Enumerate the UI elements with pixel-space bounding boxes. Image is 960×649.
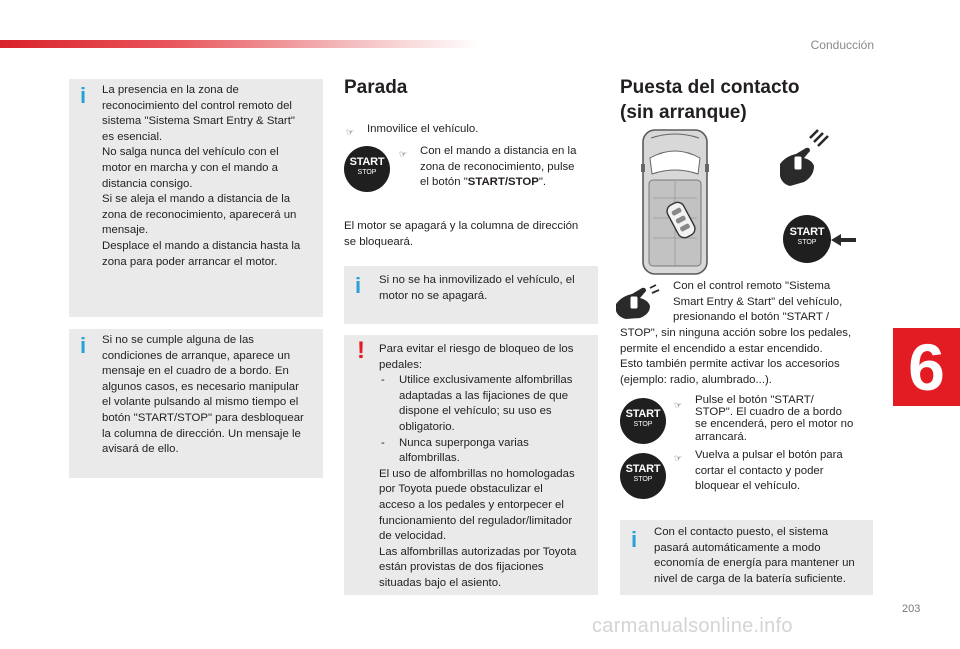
info-box-text: Con el contacto puesto, el sistema pasará automáticamente a modo economía de energía para mantener un nivel de carga de la batería suficiente. bbox=[654, 526, 855, 585]
info-box-start-conditions bbox=[69, 329, 323, 478]
heading-parada: Parada bbox=[344, 77, 408, 98]
info-box-energy-economy bbox=[620, 520, 873, 595]
info-box-text: Si no se ha inmovilizado el vehículo, el motor no se apagará. bbox=[379, 274, 575, 302]
bullet-icon: ☞ bbox=[674, 453, 683, 463]
bullet-immobilize: Inmovilice el vehículo. bbox=[367, 123, 479, 135]
bullet-icon: ☞ bbox=[674, 400, 683, 410]
bullet-press-once: Pulse el botón "START/ STOP". El cuadro de a bordo se encenderá, pero el motor no arrancará. bbox=[695, 394, 854, 443]
warning-list-item: - Utilice exclusivamente alfombrillas adaptadas a las fijaciones de que dispone el vehículo; su uso es obligatorio. bbox=[381, 374, 573, 433]
info-box-text: Si no se cumple alguna de las condiciones de arranque, aparece un mensaje en el cuadro de a bordo. En algunos casos, es necesario manipular el volante pulsando al mismo tiempo el botón "START/STOP" para desbloquear la columna de dirección. Un mensaje le avisará de ello. bbox=[102, 334, 304, 456]
chapter-tab: 6 bbox=[893, 328, 960, 406]
start-stop-button-icon: START STOP bbox=[620, 453, 666, 499]
car-top-view-illustration bbox=[641, 128, 709, 276]
header-gradient-bar bbox=[0, 40, 480, 48]
watermark: carmanualsonline.info bbox=[592, 615, 793, 637]
info-icon: i bbox=[355, 273, 362, 298]
info-box-not-immobilized bbox=[344, 266, 598, 324]
warning-icon: ! bbox=[357, 337, 365, 364]
engine-stop-paragraph: El motor se apagará y la columna de dirección se bloqueará. bbox=[344, 220, 579, 248]
warning-box-text: Para evitar el riesgo de bloqueo de los pedales: - Utilice exclusivamente alfombrillas adaptadas a las fijaciones de que dispone el vehículo; su uso es obligatorio. - Nunca superponga varias alfombrillas. El uso de alfombrillas no homologadas por Toyota puede obstaculizar el acceso a los pedales y entorpecer el funcionamiento del regulador/limitador de velocidad. Las alfombrillas autorizadas por Toyota están provistas de dos fijaciones situadas bajo el asiento. bbox=[379, 342, 595, 592]
info-icon: i bbox=[631, 527, 638, 552]
bullet-icon: ☞ bbox=[346, 127, 355, 137]
remote-control-paragraph-indent: Con el control remoto "Sistema Smart Entry & Start" del vehículo, presionando el botón "START / bbox=[673, 280, 843, 324]
remote-control-paragraph: STOP", sin ninguna acción sobre los pedales, permite el encendido a estar encendido. Esto también permite activar los accesorios (ejemplo: radio, alumbrado...). bbox=[620, 327, 852, 386]
warning-box-pedals bbox=[344, 335, 598, 595]
hand-remote-icon bbox=[614, 284, 660, 320]
info-box-presence bbox=[69, 79, 323, 317]
bullet-press-start-stop: Con el mando a distancia en la zona de reconocimiento, pulse el botón "START/STOP". bbox=[420, 145, 577, 189]
hand-remote-signal-icon bbox=[776, 128, 830, 188]
page-number: 203 bbox=[902, 603, 921, 615]
bullet-press-again: Vuelva a pulsar el botón para cortar el contacto y poder bloquear el vehículo. bbox=[695, 449, 843, 493]
bullet-icon: ☞ bbox=[399, 149, 408, 159]
info-icon: i bbox=[80, 83, 87, 108]
start-stop-button-icon: START STOP bbox=[783, 215, 831, 263]
start-stop-button-icon: START STOP bbox=[620, 398, 666, 444]
warning-list-item: - Nunca superponga varias alfombrillas. bbox=[381, 436, 529, 465]
heading-ignition: Puesta del contacto (sin arranque) bbox=[620, 77, 800, 123]
section-title: Conducción bbox=[810, 38, 874, 52]
info-box-text: La presencia en la zona de reconocimiento del control remoto del sistema "Sistema Smart Entry & Start" es esencial. No salga nunca del vehículo con el motor en marcha y con el mando a distancia consigo. Si se aleja el mando a distancia de la zona de reconocimiento, aparecerá un mensaje. Desplace el mando a distancia hasta la zona para poder arrancar el motor. bbox=[102, 84, 301, 268]
info-icon: i bbox=[80, 333, 87, 358]
start-stop-button-icon: START STOP bbox=[344, 146, 390, 192]
finger-press-icon bbox=[829, 232, 857, 248]
